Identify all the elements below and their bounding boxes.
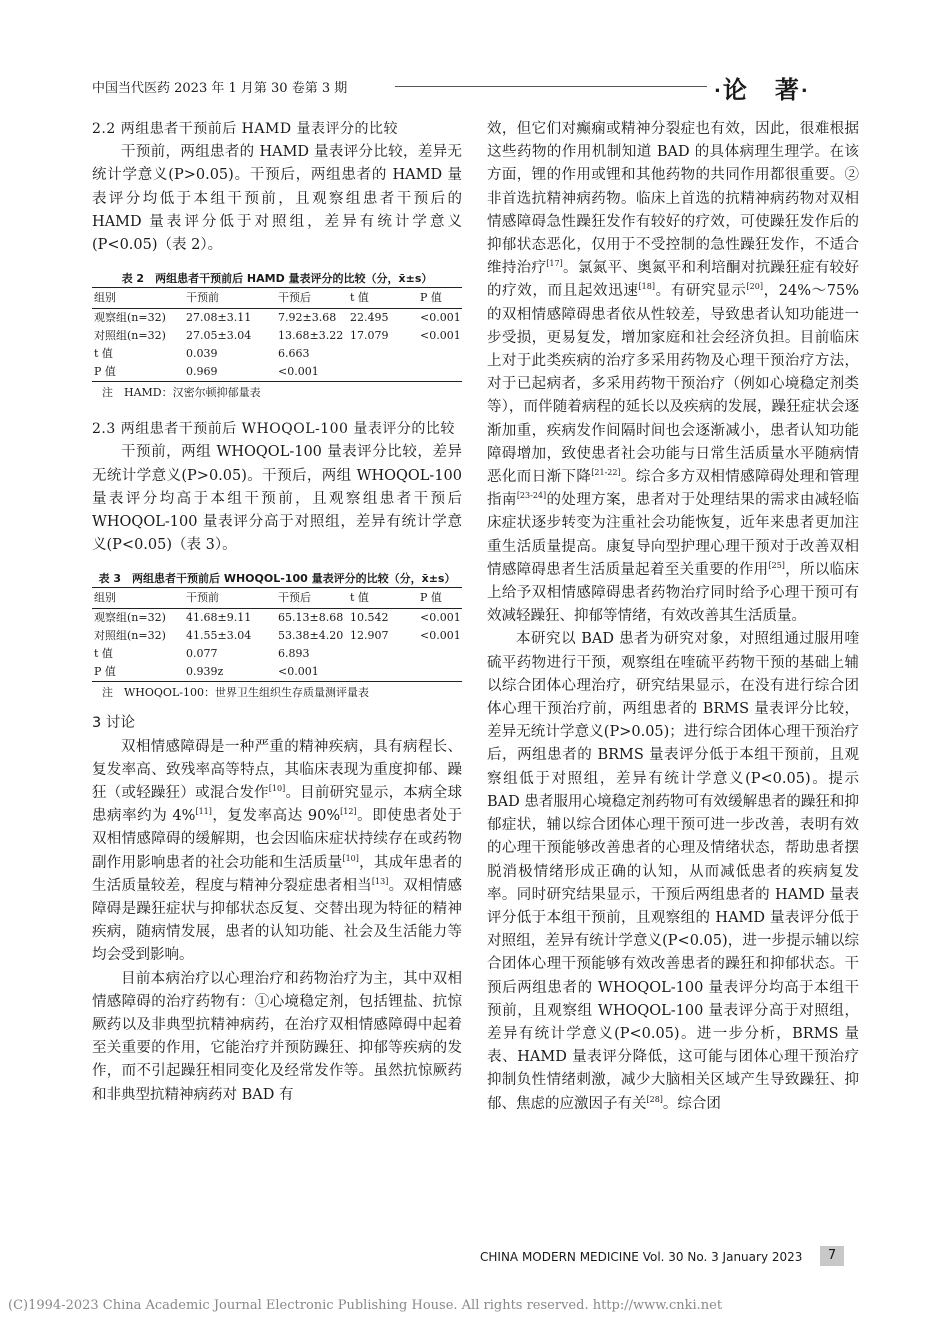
citation: [12] — [340, 807, 357, 817]
table-row — [92, 363, 462, 382]
table-row — [92, 627, 462, 645]
table-cell: 41.68±9.11 — [186, 611, 252, 625]
table-3-caption: 表 3 两组患者干预前后 WHOQOL-100 量表评分的比较（分，x̄±s） — [98, 572, 456, 586]
table-cell: <0.001 — [420, 629, 461, 643]
copyright-line: (C)1994-2023 China Academic Journal Electronic Publishing House. All rights reserved. http://www.cnki.net — [8, 1298, 723, 1313]
citation: [13] — [371, 877, 389, 887]
table-cell: 6.663 — [278, 347, 310, 361]
section-label-text: 论 著 — [722, 76, 801, 104]
table-cell: 0.077 — [186, 647, 218, 661]
right-column — [487, 118, 859, 1116]
table-2-grid — [92, 287, 462, 382]
table-header-row — [92, 288, 462, 309]
table-header-cell: 组别 — [92, 588, 186, 609]
citation: [23-24] — [516, 491, 547, 501]
section-2-3-heading: 2.3 两组患者干预前后 WHOQOL-100 量表评分的比较 — [92, 421, 455, 438]
table-cell — [420, 363, 462, 382]
table-cell: 17.079 — [350, 329, 389, 343]
table-header-cell: t 值 — [350, 288, 420, 309]
section-2-2-paragraph: 干预前，两组患者的 HAMD 量表评分比较，差异无统计学意义(P>0.05)。干预后，两组患者的 HAMD 量表评分均低于本组干预前，且观察组患者干预后的 HAMD 量表评分低于对照组，差异有统计学意义(P<0.05)（表 2）。 — [92, 144, 462, 254]
section-2-2-heading: 2.2 两组患者干预前后 HAMD 量表评分的比较 — [92, 121, 398, 137]
table-cell: 0.939z — [186, 663, 278, 682]
left-column — [92, 118, 462, 1107]
citation: [11] — [195, 807, 212, 817]
table-cell: 6.893 — [278, 647, 310, 661]
citation: [21-22] — [591, 468, 621, 478]
table-row — [92, 609, 462, 628]
table-header-row — [92, 588, 462, 609]
table-cell: <0.001 — [420, 311, 461, 325]
table-header-cell: P 值 — [420, 288, 462, 309]
citation: [28] — [646, 1094, 663, 1104]
citation: [10] — [268, 784, 286, 794]
table-cell: P 值 — [92, 663, 186, 682]
section-3-heading: 3 讨论 — [92, 715, 135, 732]
table-2 — [92, 271, 462, 402]
table-cell: 7.92±3.68 — [278, 311, 337, 325]
table-cell: <0.001 — [420, 329, 461, 343]
discussion-paragraph-3: 效，但它们对癫痫或精神分裂症也有效，因此，很难根据这些药物的作用机制知道 BAD 的具体病理生理学。在该方面，锂的作用或锂和其他药物的共同作用都很重要。②非首选抗精神病药物。临床上首选的抗精神病药物对双相情感障碍急性躁狂发作有较好的疗效，可使躁狂发作后的抑郁状态恶化，仅用于不受控制的急性躁狂发作，不适合维持治疗[17]。氯氮平、奥氮平和利培酮对抗躁狂症有较好的疗效，而且起效迅速[18]。有研究显示[20]，24%～75%的双相情感障碍患者依从性较差，导致患者认知功能进一步受损，更易复发，增加家庭和社会经济负担。目前临床上对于此类疾病的治疗多采用药物及心理干预治疗方法，对于已起病者，多采用药物干预治疗（例如心境稳定剂类等），而伴随着病程的延长以及疾病的发展，躁狂症状会逐渐加重，疾病发作间隔时间也会逐渐减小，患者认知功能障碍增加，致使患者社会功能与日常生活质量水平随病情恶化而日渐下降[21-22]。综合多方双相情感障碍处理和管理指南[23-24]的处理方案，患者对于处理结果的需求由减轻临床症状逐步转变为注重社会功能恢复，近年来患者更加注重生活质量提高。康复导向型护理心理干预对于改善双相情感障碍患者生活质量起着至关重要的作用[25]，所以临床上给予双相情感障碍患者药物治疗同时给予心理干预可有效减轻躁狂、抑郁等情绪，有效改善其生活质量。 — [487, 121, 860, 625]
section-label: ·论 著· — [714, 76, 810, 104]
table-cell: 41.55±3.04 — [186, 629, 252, 643]
table-row — [92, 345, 462, 363]
table-cell: 观察组(n=32) — [94, 311, 166, 325]
table-cell — [350, 345, 420, 363]
table-2-note: 注 HAMD：汉密尔顿抑郁量表 — [102, 386, 261, 400]
table-header-cell: 干预前 — [186, 288, 278, 309]
table-header-cell: 干预前 — [186, 588, 278, 609]
table-cell: 观察组(n=32) — [94, 611, 166, 625]
journal-header-info: 中国当代医药 2023 年 1 月第 30 卷第 3 期 — [92, 81, 348, 96]
table-cell — [350, 663, 420, 682]
table-cell: P 值 — [92, 363, 186, 382]
table-cell — [420, 645, 462, 663]
table-cell: 0.969 — [186, 363, 278, 382]
discussion-paragraph-2: 目前本病治疗以心理治疗和药物治疗为主，其中双相情感障碍的治疗药物有：①心境稳定剂，包括锂盐、抗惊厥药以及非典型抗精神病药，在治疗双相情感障碍中起着至关重要的作用，它能治疗并预防躁狂、抑郁等疾病的发作，而不引起躁狂相同变化及经常发作等。虽然抗惊厥药和非典型抗精神病药对 BAD 有 — [92, 970, 462, 1103]
table-row — [92, 645, 462, 663]
table-header-cell: t 值 — [350, 588, 420, 609]
table-cell: 0.039 — [186, 347, 218, 361]
table-cell: 22.495 — [350, 311, 389, 325]
table-cell: 53.38±4.20 — [278, 629, 344, 643]
table-3-note: 注 WHOQOL-100：世界卫生组织生存质量测评量表 — [102, 686, 369, 700]
table-cell: 对照组(n=32) — [94, 629, 166, 643]
table-cell: <0.001 — [278, 363, 350, 382]
citation: [17] — [546, 259, 563, 269]
table-cell: 65.13±8.68 — [278, 611, 344, 625]
header-rule — [395, 86, 707, 87]
table-2-caption: 表 2 两组患者干预前后 HAMD 量表评分的比较（分，x̄±s） — [121, 272, 433, 286]
table-row — [92, 309, 462, 328]
section-2-3-paragraph: 干预前，两组 WHOQOL-100 量表评分比较，差异无统计学意义(P>0.05)。干预后，两组 WHOQOL-100 量表评分均高于本组干预前，且观察组患者干预后 WHOQOL-100 量表评分高于对照组，差异有统计学意义(P<0.05)（表 3）。 — [92, 444, 462, 554]
citation: [10] — [342, 853, 359, 863]
table-header-cell: 干预后 — [278, 588, 350, 609]
discussion-paragraph-1: 双相情感障碍是一种严重的精神疾病，具有病程长、复发率高、致残率高等特点，其临床表现为重度抑郁、躁狂（或轻躁狂）或混合发作[10]。目前研究显示，本病全球患病率约为 4%[11]，复发率高达 90%[12]。即使患者处于双相情感障碍的缓解期，也会因临床症状持续存在或药物副作用影响患者的社会功能和生活质量[10]，其成年患者的生活质量较差，程度与精神分裂症患者相当[13]。双相情感障碍是躁狂症状与抑郁状态反复、交替出现为特征的精神疾病，随病情发展，患者的认知功能、社会及生活能力等均会受到影响。 — [92, 738, 463, 964]
table-cell: t 值 — [94, 347, 113, 361]
table-cell: t 值 — [94, 647, 113, 661]
table-row — [92, 327, 462, 345]
table-cell: 13.68±3.22 — [278, 329, 344, 343]
table-cell — [350, 645, 420, 663]
table-cell: 对照组(n=32) — [94, 329, 166, 343]
table-header-cell: P 值 — [420, 588, 462, 609]
journal-footer: CHINA MODERN MEDICINE Vol. 30 No. 3 January 2023 — [480, 1250, 803, 1264]
citation: [25] — [768, 561, 785, 571]
citation: [18] — [638, 282, 655, 292]
table-cell: 27.08±3.11 — [186, 311, 252, 325]
table-cell: <0.001 — [278, 663, 350, 682]
discussion-paragraph-4: 本研究以 BAD 患者为研究对象，对照组通过服用喹硫平药物进行干预，观察组在喹硫平药物干预的基础上辅以综合团体心理治疗，研究结果显示，在没有进行综合团体心理干预治疗前，两组患者的 BRMS 量表评分比较，差异无统计学意义(P>0.05)；进行综合团体心理干预治疗后，两组患者的 BRMS 量表评分低于本组干预前，且观察组低于对照组，差异有统计学意义(P<0.05)。提示 BAD 患者服用心境稳定剂药物可有效缓解患者的躁狂和抑郁症状，辅以综合团体心理干预可进一步改善，表明有效的心理干预能够改善患者的心理及情绪状态，帮助患者摆脱消极情绪形成正确的认知，从而减低患者的疾病复发率。同时研究结果显示，干预后两组患者的 HAMD 量表评分低于本组干预前，且观察组的 HAMD 量表评分低于对照组，差异有统计学意义(P<0.05)，进一步提示辅以综合团体心理干预能够有效改善患者的躁狂和抑郁状态。干预后两组患者的 WHOQOL-100 量表评分均高于本组干预前，且观察组 WHOQOL-100 量表评分高于对照组，差异有统计学意义(P<0.05)。进一步分析，BRMS 量表、HAMD 量表评分降低，这可能与团体心理干预治疗抑制负性情绪刺激，减少大脑相关区域产生导致躁狂、抑郁、焦虑的应激因子有关[28]。综合团 — [487, 631, 859, 1112]
table-cell: 12.907 — [350, 629, 389, 643]
table-3-grid — [92, 587, 462, 682]
citation: [20] — [746, 282, 763, 292]
table-row — [92, 663, 462, 682]
table-cell — [420, 345, 462, 363]
table-cell — [350, 363, 420, 382]
table-cell: 27.05±3.04 — [186, 329, 252, 343]
page-number: 7 — [820, 1246, 844, 1266]
table-header-cell: 干预后 — [278, 288, 350, 309]
table-cell — [420, 663, 462, 682]
table-cell: <0.001 — [420, 611, 461, 625]
table-3 — [92, 571, 462, 702]
table-cell: 10.542 — [350, 611, 389, 625]
table-header-cell: 组别 — [92, 288, 186, 309]
